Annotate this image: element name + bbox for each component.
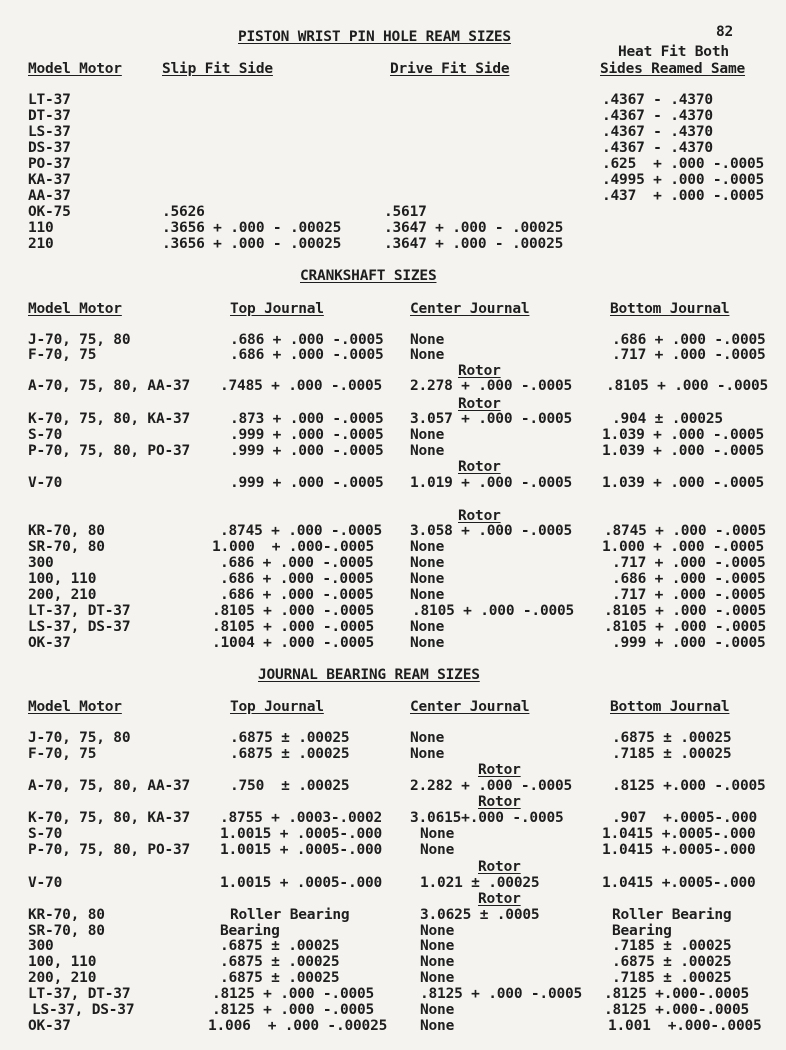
table-row-bottom: .7185 ± .00025 <box>612 746 732 762</box>
table-row-model: F-70, 75 <box>28 347 97 363</box>
table-row-bottom: 1.000 + .000 -.0005 <box>602 539 765 555</box>
table-row-center: .8125 + .000 -.0005 <box>420 986 583 1002</box>
col-top-journal: Top Journal <box>230 699 324 715</box>
table-row-model: LT-37, DT-37 <box>28 986 131 1002</box>
table-row-model: OK-75 <box>28 204 71 220</box>
table-row-top: .8755 + .0003-.0002 <box>220 810 383 826</box>
rotor-label: Rotor <box>458 363 501 379</box>
col-model-motor: Model Motor <box>28 301 122 317</box>
table-row-bottom: .686 + .000 -.0005 <box>612 571 766 587</box>
table-row-model: P-70, 75, 80, PO-37 <box>28 842 191 858</box>
table-row-top: .686 + .000 -.0005 <box>220 571 374 587</box>
table-row-top: .8125 + .000 -.0005 <box>212 1002 375 1018</box>
table-row-model: 300 <box>28 555 54 571</box>
col-slip-fit: Slip Fit Side <box>162 61 273 77</box>
table-row-center: None <box>420 842 455 858</box>
table-row-top: .6875 ± .00025 <box>230 730 350 746</box>
col-bottom-journal: Bottom Journal <box>610 301 730 317</box>
table-row-center: None <box>410 539 445 555</box>
table-row-center: None <box>410 730 445 746</box>
table-row-top: .6875 ± .00025 <box>220 938 340 954</box>
table-row-center: .8105 + .000 -.0005 <box>412 603 575 619</box>
table-row-center: None <box>410 427 445 443</box>
page-number: 82 <box>716 24 734 40</box>
table-row-model: SR-70, 80 <box>28 923 105 939</box>
table-row-top: 1.0015 + .0005-.000 <box>220 826 383 842</box>
rotor-label: Rotor <box>478 891 521 907</box>
table-row-drive: .3647 + .000 - .00025 <box>384 236 564 252</box>
table-row-bottom: .904 ± .00025 <box>612 411 723 427</box>
table-row-center: 3.058 + .000 -.0005 <box>410 523 573 539</box>
table-row-top: 1.0015 + .0005-.000 <box>220 842 383 858</box>
table-row-center: None <box>420 954 455 970</box>
table-row-top: .999 + .000 -.0005 <box>230 475 384 491</box>
table-row-top: 1.006 + .000 -.00025 <box>208 1018 388 1034</box>
table-row-model: DS-37 <box>28 140 71 156</box>
table-row-top: .999 + .000 -.0005 <box>230 427 384 443</box>
table-row-bottom: .8125 +.000-.0005 <box>604 986 750 1002</box>
table-row-top: .1004 + .000 -.0005 <box>212 635 375 651</box>
table-row-heat: .4367 - .4370 <box>602 108 713 124</box>
table-row-top: .6875 ± .00025 <box>220 970 340 986</box>
table-row-model: PO-37 <box>28 156 71 172</box>
table-row-model: LS-37, DS-37 <box>32 1002 135 1018</box>
table-row-slip: .5626 <box>162 204 205 220</box>
col-top-journal: Top Journal <box>230 301 324 317</box>
table-row-center: 1.021 ± .00025 <box>420 875 540 891</box>
table-row-slip: .3656 + .000 - .00025 <box>162 236 342 252</box>
table-row-model: S-70 <box>28 427 63 443</box>
col-model-motor: Model Motor <box>28 61 122 77</box>
table-row-model: 200, 210 <box>28 587 97 603</box>
table-row-top: .686 + .000 -.0005 <box>230 347 384 363</box>
table-row-model: V-70 <box>28 875 63 891</box>
table-row-drive: .5617 <box>384 204 427 220</box>
table-row-center: None <box>410 571 445 587</box>
table-row-top: .873 + .000 -.0005 <box>230 411 384 427</box>
table-row-top: .750 ± .00025 <box>230 778 350 794</box>
rotor-label: Rotor <box>458 459 501 475</box>
table-row-drive: .3647 + .000 - .00025 <box>384 220 564 236</box>
table-row-top: Bearing <box>220 923 280 939</box>
table-row-top: .686 + .000 -.0005 <box>230 332 384 348</box>
rotor-label: Rotor <box>478 794 521 810</box>
table-row-model: DT-37 <box>28 108 71 124</box>
table-row-center: None <box>410 443 445 459</box>
table-row-center: 1.019 + .000 -.0005 <box>410 475 573 491</box>
table-row-model: A-70, 75, 80, AA-37 <box>28 778 191 794</box>
table-row-model: S-70 <box>28 826 63 842</box>
table-row-center: 3.0625 ± .0005 <box>420 907 540 923</box>
table-row-bottom: .7185 ± .00025 <box>612 970 732 986</box>
table-row-center: None <box>410 635 445 651</box>
table-row-bottom: .686 + .000 -.0005 <box>612 332 766 348</box>
table-row-center: 2.282 + .000 -.0005 <box>410 778 573 794</box>
table-row-top: Roller Bearing <box>230 907 350 923</box>
table-row-model: 300 <box>28 938 54 954</box>
table-row-model: LS-37, DS-37 <box>28 619 131 635</box>
table-row-center: None <box>410 555 445 571</box>
table-row-bottom: 1.039 + .000 -.0005 <box>602 475 765 491</box>
table-row-model: V-70 <box>28 475 63 491</box>
rotor-label: Rotor <box>478 859 521 875</box>
table-row-center: None <box>410 619 445 635</box>
table-row-bottom: .717 + .000 -.0005 <box>612 347 766 363</box>
table-row-center: None <box>420 923 455 939</box>
table-row-center: 2.278 + .000 -.0005 <box>410 378 573 394</box>
table-row-bottom: .717 + .000 -.0005 <box>612 555 766 571</box>
table-row-model: 200, 210 <box>28 970 97 986</box>
table-row-heat: .4367 - .4370 <box>602 140 713 156</box>
table-row-bottom: .717 + .000 -.0005 <box>612 587 766 603</box>
table-row-center: 3.0615+.000 -.0005 <box>410 810 564 826</box>
table-row-top: .999 + .000 -.0005 <box>230 443 384 459</box>
section-title-piston: PISTON WRIST PIN HOLE REAM SIZES <box>238 29 511 45</box>
table-row-top: .8745 + .000 -.0005 <box>220 523 383 539</box>
rotor-label: Rotor <box>458 508 501 524</box>
table-row-center: None <box>410 347 445 363</box>
table-row-model: LT-37, DT-37 <box>28 603 131 619</box>
table-row-top: .686 + .000 -.0005 <box>220 587 374 603</box>
table-row-model: KA-37 <box>28 172 71 188</box>
table-row-model: KR-70, 80 <box>28 907 105 923</box>
table-row-center: None <box>420 1018 455 1034</box>
table-row-center: None <box>410 332 445 348</box>
table-row-center: None <box>410 746 445 762</box>
table-row-model: K-70, 75, 80, KA-37 <box>28 411 191 427</box>
table-row-model: SR-70, 80 <box>28 539 105 555</box>
table-row-bottom: .8125 +.000-.0005 <box>604 1002 750 1018</box>
col-model-motor: Model Motor <box>28 699 122 715</box>
table-row-top: .8125 + .000 -.0005 <box>212 986 375 1002</box>
table-row-bottom: .8105 + .000 -.0005 <box>604 603 767 619</box>
table-row-heat: .625 + .000 -.0005 <box>602 156 765 172</box>
col-heat-fit: Sides Reamed Same <box>600 61 746 77</box>
table-row-bottom: .6875 ± .00025 <box>612 730 732 746</box>
table-row-top: 1.000 + .000-.0005 <box>212 539 375 555</box>
table-row-top: .8105 + .000 -.0005 <box>212 603 375 619</box>
section-title-crankshaft: CRANKSHAFT SIZES <box>300 268 437 284</box>
table-row-bottom: 1.039 + .000 -.0005 <box>602 443 765 459</box>
table-row-top: .7485 + .000 -.0005 <box>220 378 383 394</box>
table-row-top: 1.0015 + .0005-.000 <box>220 875 383 891</box>
table-row-bottom: 1.0415 +.0005-.000 <box>602 842 756 858</box>
table-row-model: OK-37 <box>28 635 71 651</box>
table-row-model: OK-37 <box>28 1018 71 1034</box>
table-row-model: K-70, 75, 80, KA-37 <box>28 810 191 826</box>
table-row-model: 100, 110 <box>28 954 97 970</box>
table-row-top: .6875 ± .00025 <box>220 954 340 970</box>
table-row-bottom: 1.001 +.000-.0005 <box>608 1018 762 1034</box>
col-drive-fit: Drive Fit Side <box>390 61 510 77</box>
table-row-bottom: .7185 ± .00025 <box>612 938 732 954</box>
table-row-model: J-70, 75, 80 <box>28 332 131 348</box>
table-row-model: F-70, 75 <box>28 746 97 762</box>
table-row-bottom: .8125 +.000 -.0005 <box>612 778 766 794</box>
table-row-center: None <box>420 826 455 842</box>
rotor-label: Rotor <box>478 762 521 778</box>
table-row-bottom: .999 + .000 -.0005 <box>612 635 766 651</box>
table-row-bottom: .907 +.0005-.000 <box>612 810 758 826</box>
table-row-bottom: .8105 + .000 -.0005 <box>604 619 767 635</box>
col-bottom-journal: Bottom Journal <box>610 699 730 715</box>
table-row-center: 3.057 + .000 -.0005 <box>410 411 573 427</box>
table-row-heat: .437 + .000 -.0005 <box>602 188 765 204</box>
table-row-center: None <box>420 970 455 986</box>
table-row-top: .6875 ± .00025 <box>230 746 350 762</box>
table-row-bottom: 1.039 + .000 -.0005 <box>602 427 765 443</box>
table-row-bottom: .8745 + .000 -.0005 <box>604 523 767 539</box>
table-row-heat: .4995 + .000 -.0005 <box>602 172 765 188</box>
table-row-center: None <box>410 587 445 603</box>
table-row-model: LS-37 <box>28 124 71 140</box>
rotor-label: Rotor <box>458 396 501 412</box>
table-row-model: AA-37 <box>28 188 71 204</box>
table-row-model: LT-37 <box>28 92 71 108</box>
table-row-center: None <box>420 938 455 954</box>
table-row-model: 100, 110 <box>28 571 97 587</box>
table-row-model: 110 <box>28 220 54 236</box>
table-row-center: None <box>420 1002 455 1018</box>
table-row-bottom: 1.0415 +.0005-.000 <box>602 875 756 891</box>
table-row-model: J-70, 75, 80 <box>28 730 131 746</box>
table-row-bottom: .8105 + .000 -.0005 <box>606 378 769 394</box>
table-row-bottom: .6875 ± .00025 <box>612 954 732 970</box>
col-center-journal: Center Journal <box>410 699 530 715</box>
table-row-top: .8105 + .000 -.0005 <box>212 619 375 635</box>
table-row-heat: .4367 - .4370 <box>602 124 713 140</box>
heat-fit-header-line1: Heat Fit Both <box>618 44 729 60</box>
table-row-model: 210 <box>28 236 54 252</box>
table-row-bottom: 1.0415 +.0005-.000 <box>602 826 756 842</box>
table-row-bottom: Bearing <box>612 923 672 939</box>
col-center-journal: Center Journal <box>410 301 530 317</box>
table-row-model: KR-70, 80 <box>28 523 105 539</box>
table-row-model: P-70, 75, 80, PO-37 <box>28 443 191 459</box>
section-title-journal-bearing: JOURNAL BEARING REAM SIZES <box>258 667 480 683</box>
table-row-model: A-70, 75, 80, AA-37 <box>28 378 191 394</box>
table-row-heat: .4367 - .4370 <box>602 92 713 108</box>
table-row-top: .686 + .000 -.0005 <box>220 555 374 571</box>
table-row-slip: .3656 + .000 - .00025 <box>162 220 342 236</box>
table-row-bottom: Roller Bearing <box>612 907 732 923</box>
